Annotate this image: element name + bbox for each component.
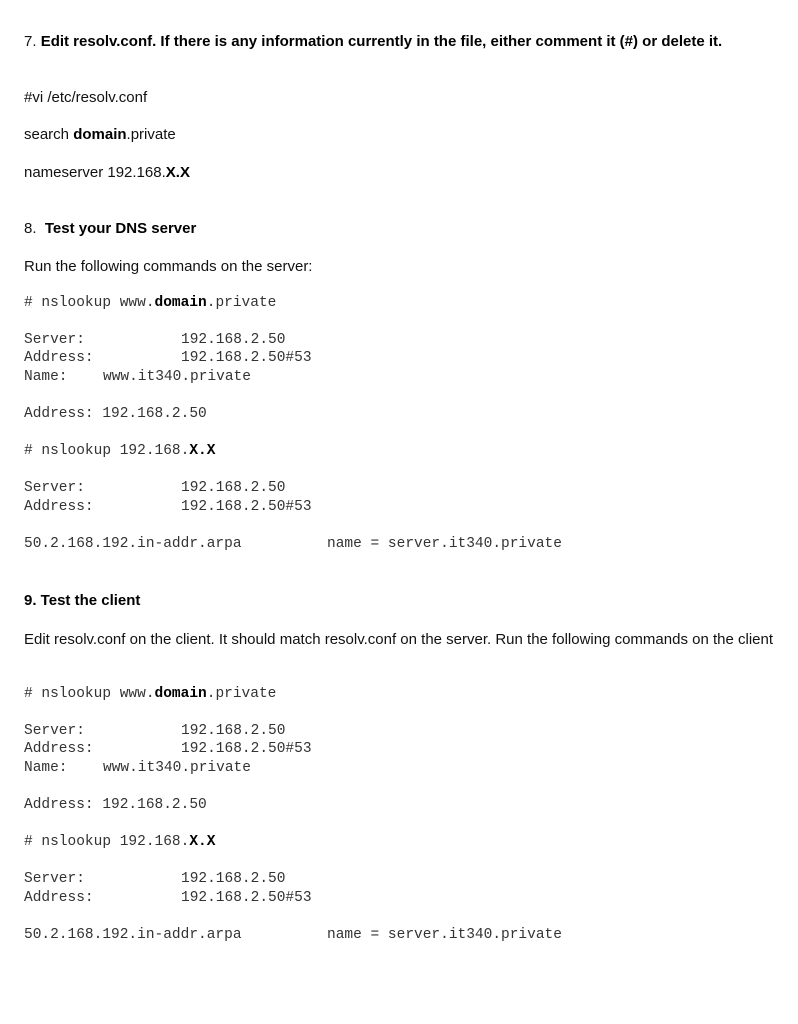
step8-server2-row (24, 480, 85, 496)
step8-server-row (24, 332, 85, 348)
step7-heading (24, 32, 784, 52)
step8-heading (24, 220, 196, 237)
step9-intro: Edit resolv.conf on the client. It should match resolv.conf on the server. Run the following commands on the client (24, 631, 774, 648)
step8-cmd1 (24, 295, 276, 311)
step8-name-row (24, 369, 68, 385)
step8-server-value: 192.168.2.50 (181, 332, 286, 348)
search-suffix: .private (126, 126, 176, 143)
step8-address-value: 192.168.2.50#53 (181, 350, 312, 366)
step8-heading-text: Test your DNS server (44, 220, 197, 237)
step8-intro: Run the following commands on the server: (24, 258, 313, 275)
step8-arpa: 50.2.168.192.in-addr.arpa (24, 536, 242, 552)
cmd2-prefix: # nslookup 192.168. (24, 443, 190, 459)
step9-name-row (24, 760, 68, 776)
step8-address-row (24, 350, 94, 366)
step8-server2-value: 192.168.2.50 (181, 480, 286, 496)
step9-arpa-name: name = server.it340.private (327, 927, 562, 943)
step9-address-row (24, 741, 94, 757)
step9-name-value: www.it340.private (103, 760, 251, 776)
address3-label: Address: (24, 890, 94, 906)
cmd2-placeholder: X.X (189, 834, 216, 850)
step7-search-line (24, 126, 176, 143)
server-label: Server: (24, 723, 85, 739)
step9-server2-row (24, 871, 85, 887)
search-domain: domain (73, 126, 127, 143)
cmd1-suffix: .private (206, 686, 277, 702)
step9-arpa: 50.2.168.192.in-addr.arpa (24, 927, 242, 943)
step8-arpa-name: name = server.it340.private (327, 536, 562, 552)
cmd1-prefix: # nslookup www. (24, 295, 155, 311)
cmd2-placeholder: X.X (189, 443, 216, 459)
name-label: Name: (24, 760, 68, 776)
address-label: Address: (24, 741, 94, 757)
step9-server-value: 192.168.2.50 (181, 723, 286, 739)
cmd2-prefix: # nslookup 192.168. (24, 834, 190, 850)
step7-heading-text: Edit resolv.conf. If there is any information currently in the file, either comment it (#) or delete it. (40, 33, 723, 50)
cmd1-suffix: .private (206, 295, 277, 311)
step9-heading-text: 9. Test the client (24, 592, 141, 609)
step9-address2: Address: 192.168.2.50 (24, 797, 207, 813)
step8-address2: Address: 192.168.2.50 (24, 406, 207, 422)
nameserver-prefix: nameserver 192.168. (24, 164, 166, 181)
step8-number: 8. (24, 220, 37, 237)
step8-address3-row (24, 499, 94, 515)
cmd1-domain: domain (154, 686, 207, 702)
cmd1-domain: domain (154, 295, 207, 311)
step7-number: 7. (24, 33, 37, 50)
step9-heading (24, 592, 140, 609)
name-label: Name: (24, 369, 68, 385)
search-keyword: search (24, 126, 74, 143)
step9-server-row (24, 723, 85, 739)
cmd1-prefix: # nslookup www. (24, 686, 155, 702)
nameserver-placeholder: X.X (165, 164, 190, 181)
server2-label: Server: (24, 871, 85, 887)
step9-address3-value: 192.168.2.50#53 (181, 890, 312, 906)
step9-cmd1 (24, 686, 276, 702)
step8-cmd2 (24, 443, 215, 459)
step9-address-value: 192.168.2.50#53 (181, 741, 312, 757)
step9-server2-value: 192.168.2.50 (181, 871, 286, 887)
address3-label: Address: (24, 499, 94, 515)
step7-command: #vi /etc/resolv.conf (24, 89, 148, 106)
server-label: Server: (24, 332, 85, 348)
step8-address3-value: 192.168.2.50#53 (181, 499, 312, 515)
step9-cmd2 (24, 834, 215, 850)
server2-label: Server: (24, 480, 85, 496)
address-label: Address: (24, 350, 94, 366)
step9-address3-row (24, 890, 94, 906)
step7-nameserver-line (24, 164, 190, 181)
step8-name-value: www.it340.private (103, 369, 251, 385)
